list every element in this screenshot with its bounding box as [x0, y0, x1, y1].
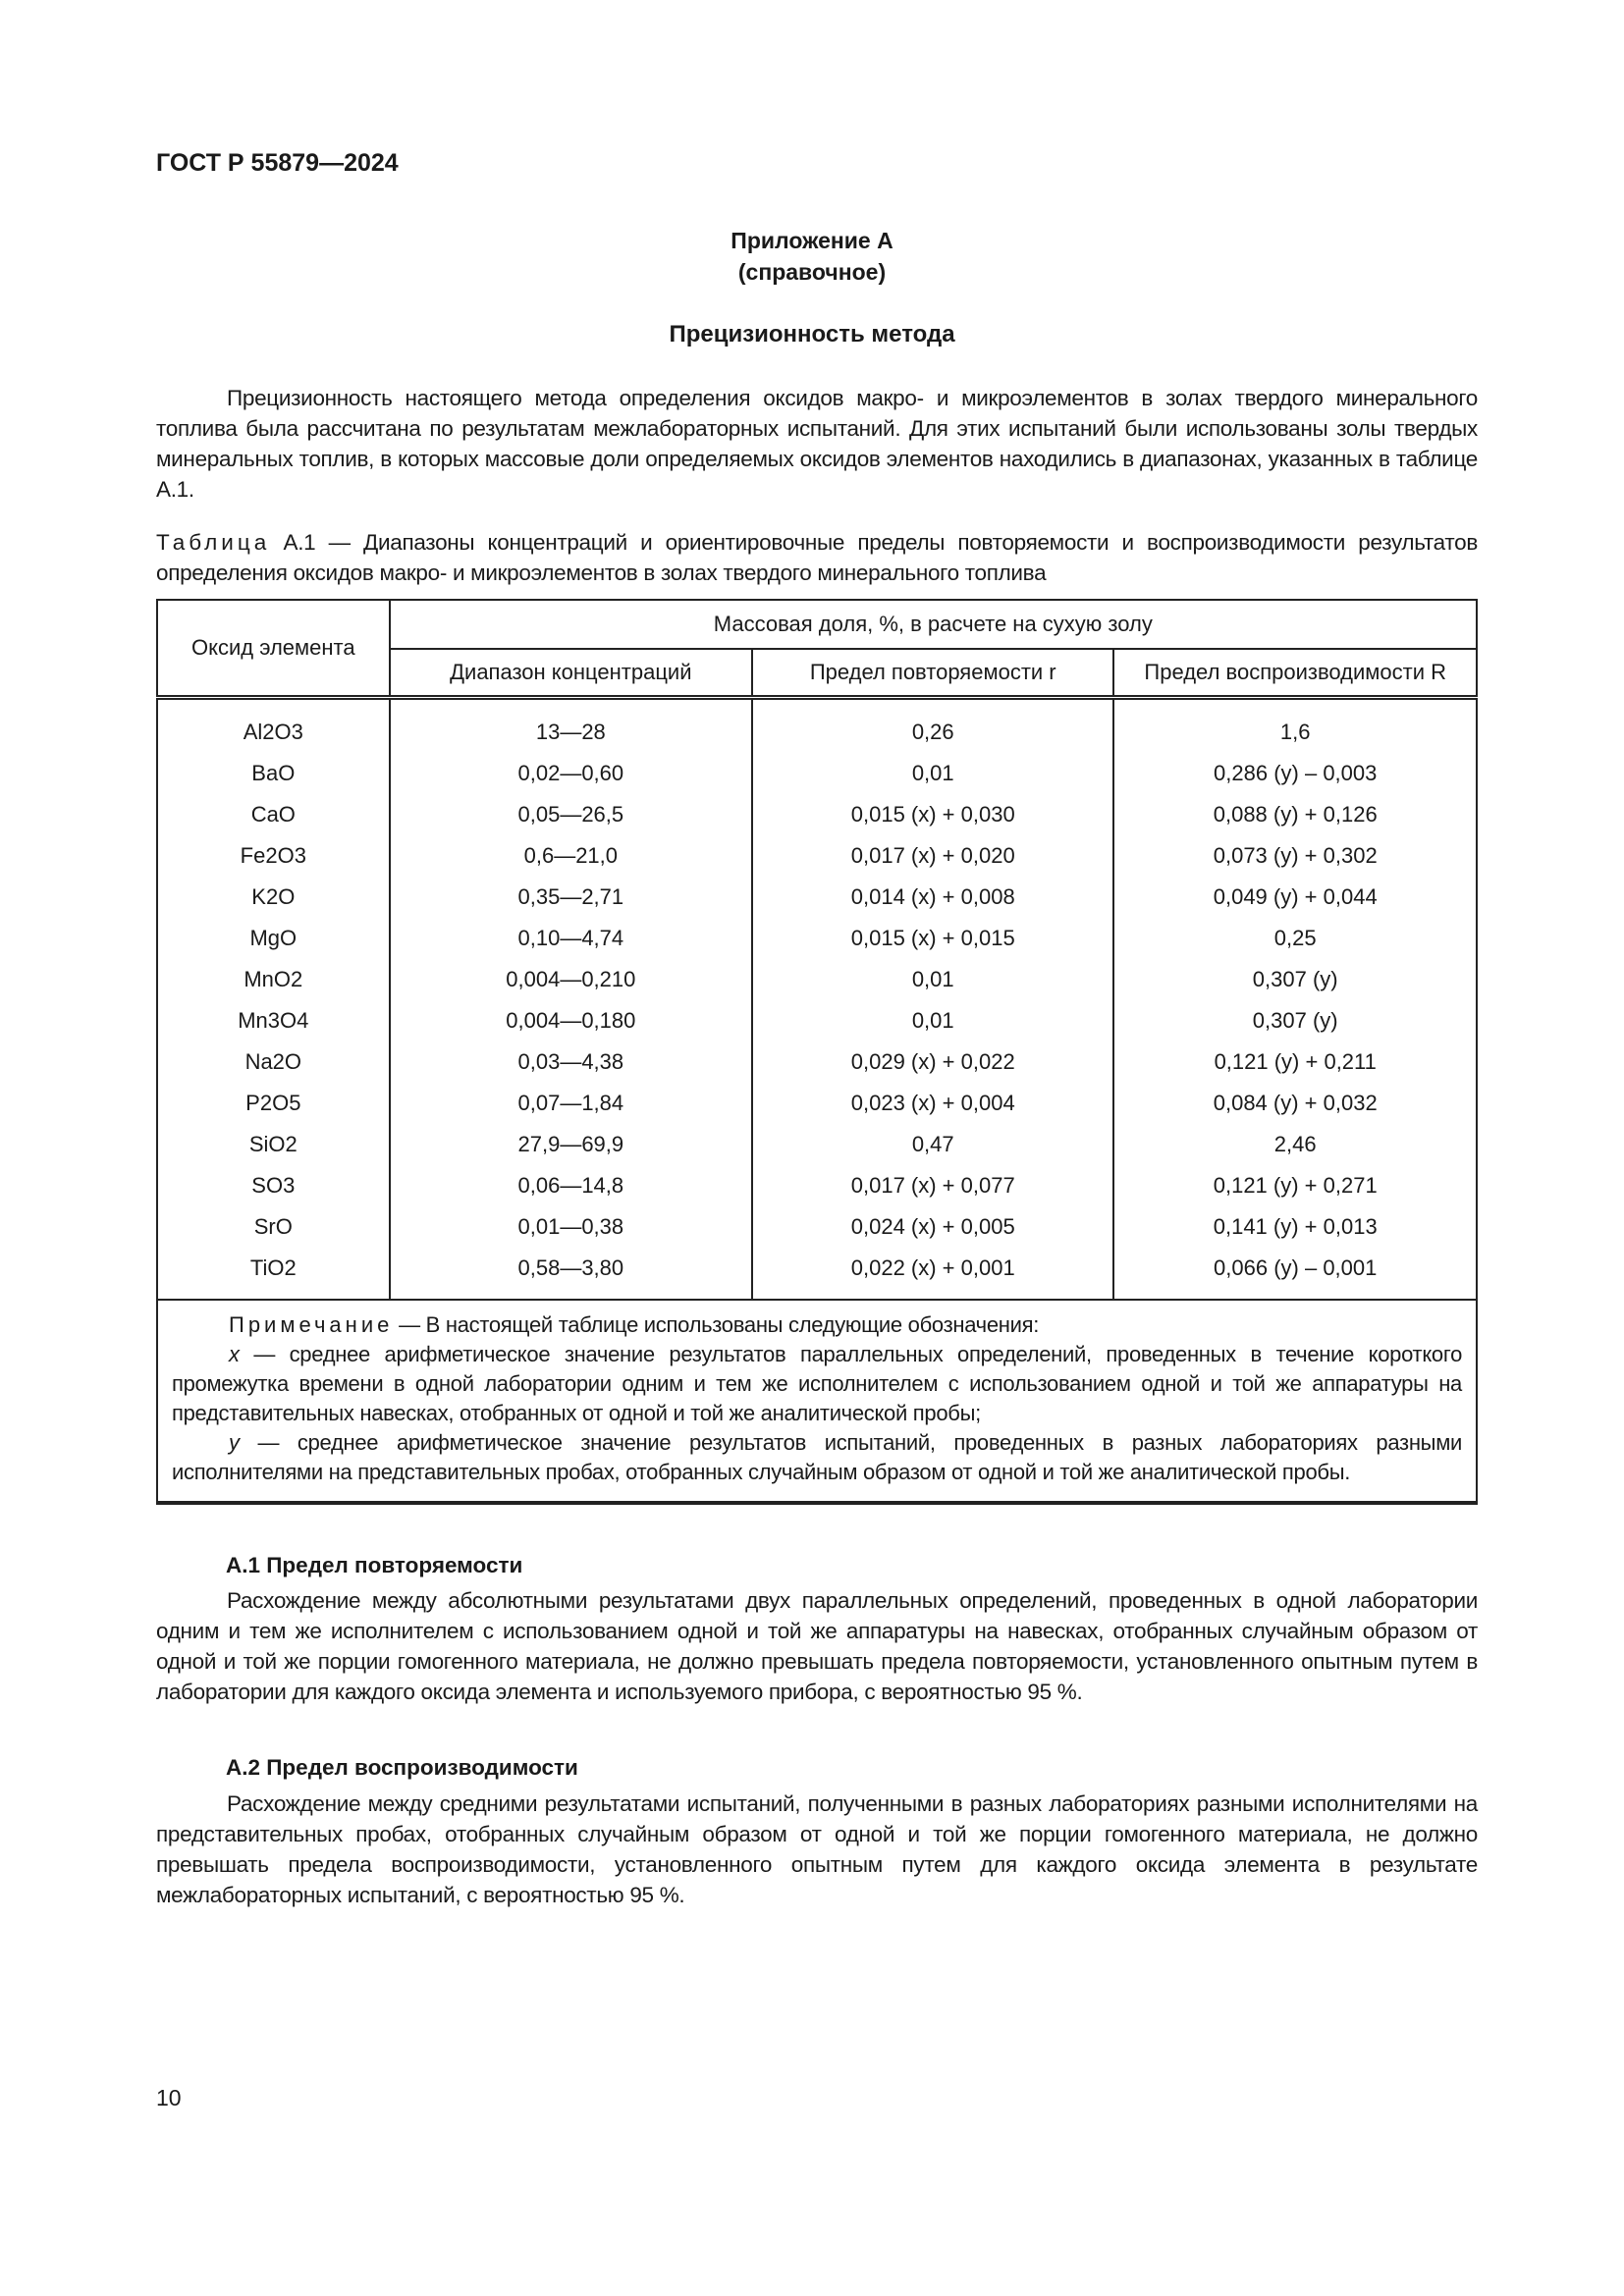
table-row: [157, 698, 1477, 754]
oxide-cell: TiO2: [157, 1248, 390, 1300]
oxide-cell: P2O5: [157, 1083, 390, 1124]
table-row: [157, 794, 1477, 835]
range-cell: 0,02—0,60: [390, 753, 752, 794]
table-row: [157, 1206, 1477, 1248]
oxide-cell: MnO2: [157, 959, 390, 1000]
range-cell: 0,07—1,84: [390, 1083, 752, 1124]
table-note: [157, 1300, 1477, 1503]
range-cell: 0,06—14,8: [390, 1165, 752, 1206]
range-cell: 0,6—21,0: [390, 835, 752, 877]
caption-label: Таблица: [156, 530, 271, 555]
repeatability-cell: 0,023 (x) + 0,004: [752, 1083, 1113, 1124]
table-row: [157, 918, 1477, 959]
range-cell: 0,10—4,74: [390, 918, 752, 959]
oxide-cell: SiO2: [157, 1124, 390, 1165]
section-a1-title: А.1 Предел повторяемости: [226, 1553, 523, 1577]
repeatability-cell: 0,01: [752, 1000, 1113, 1041]
intro-text: Прецизионность настоящего метода определения оксидов макро- и микроэлементов в золах твердого минерального топлива была рассчитана по результатам межлабораторных испытаний. Для этих испытаний были использованы золы твердых минеральных топлив, в которых массовые доли определяемых оксидов элементов находились в диапазонах, указанных в таблице А.1.: [156, 386, 1478, 502]
oxide-cell: K2O: [157, 877, 390, 918]
a1-text: Расхождение между абсолютными результатами двух параллельных определений, проведенных в одной лаборатории одним и тем же исполнителем с использованием одной и той же аппаратуры на навесках, отобранных случайным образом от одной и той же порции гомогенного материала, не должно превышать предела повторяемости, установленного опытным путем в лаборатории для каждого оксида элемента и используемого прибора, с вероятностью 95 %.: [156, 1588, 1478, 1704]
precision-table: [156, 599, 1478, 1505]
oxide-cell: Fe2O3: [157, 835, 390, 877]
table-row: [157, 1124, 1477, 1165]
range-cell: 27,9—69,9: [390, 1124, 752, 1165]
table-row: [157, 753, 1477, 794]
note-x-text: — среднее арифметическое значение результатов параллельных определений, проведенных в течение короткого промежутка времени в одной лаборатории одним и тем же исполнителем с использованием одной и той же аппаратуры на представительных навесках, отобранных от одной и той же аналитической пробы;: [172, 1342, 1463, 1425]
range-cell: 0,05—26,5: [390, 794, 752, 835]
oxide-cell: Na2O: [157, 1041, 390, 1083]
caption-text: А.1 — Диапазоны концентраций и ориентировочные пределы повторяемости и воспроизводимости результатов определения оксидов макро- и микроэлементов в золах твердого минерального топлива: [156, 530, 1478, 585]
table-row: [157, 877, 1477, 918]
col-group-header: Массовая доля, %, в расчете на сухую золу: [390, 600, 1477, 649]
oxide-cell: MgO: [157, 918, 390, 959]
note-y-symbol: y: [229, 1430, 240, 1455]
section-heading: Прецизионность метода: [669, 321, 955, 347]
col-reproducibility-header: Предел воспроизводимости R: [1113, 649, 1477, 698]
range-cell: 0,35—2,71: [390, 877, 752, 918]
repeatability-cell: 0,029 (x) + 0,022: [752, 1041, 1113, 1083]
range-cell: 0,004—0,180: [390, 1000, 752, 1041]
range-cell: 0,004—0,210: [390, 959, 752, 1000]
table-caption: [156, 527, 1478, 588]
page-number: 10: [156, 2085, 182, 2110]
repeatability-cell: 0,015 (x) + 0,030: [752, 794, 1113, 835]
range-cell: 0,03—4,38: [390, 1041, 752, 1083]
repeatability-cell: 0,015 (x) + 0,015: [752, 918, 1113, 959]
reproducibility-cell: 0,088 (y) + 0,126: [1113, 794, 1477, 835]
oxide-cell: BaO: [157, 753, 390, 794]
intro-paragraph: [156, 383, 1478, 505]
col-repeatability-header: Предел повторяемости r: [752, 649, 1113, 698]
repeatability-cell: 0,014 (x) + 0,008: [752, 877, 1113, 918]
table-row: [157, 1248, 1477, 1300]
note-intro: — В настоящей таблице использованы следующие обозначения:: [399, 1312, 1040, 1337]
reproducibility-cell: 0,066 (y) – 0,001: [1113, 1248, 1477, 1300]
appendix-subtitle: (справочное): [737, 259, 887, 285]
section-a1-text: [156, 1585, 1478, 1707]
repeatability-cell: 0,47: [752, 1124, 1113, 1165]
note-x-symbol: x: [229, 1342, 240, 1366]
reproducibility-cell: 1,6: [1113, 698, 1477, 754]
reproducibility-cell: 0,141 (y) + 0,013: [1113, 1206, 1477, 1248]
a2-text: Расхождение между средними результатами испытаний, полученными в разных лабораториях разными исполнителями на представительных пробах, отобранных случайным образом от одной и той же порции гомогенного материала, не должно превышать предела воспроизводимости, установленного опытным путем для каждого оксида элемента в результате межлабораторных испытаний, с вероятностью 95 %.: [156, 1791, 1478, 1907]
table-row: [157, 1000, 1477, 1041]
range-cell: 0,01—0,38: [390, 1206, 752, 1248]
section-a2-text: [156, 1789, 1478, 1910]
oxide-cell: Mn3O4: [157, 1000, 390, 1041]
range-cell: 0,58—3,80: [390, 1248, 752, 1300]
oxide-cell: CaO: [157, 794, 390, 835]
table-row: [157, 1165, 1477, 1206]
oxide-cell: SrO: [157, 1206, 390, 1248]
reproducibility-cell: 0,049 (y) + 0,044: [1113, 877, 1477, 918]
reproducibility-cell: 0,084 (y) + 0,032: [1113, 1083, 1477, 1124]
range-cell: 13—28: [390, 698, 752, 754]
repeatability-cell: 0,017 (x) + 0,020: [752, 835, 1113, 877]
reproducibility-cell: 2,46: [1113, 1124, 1477, 1165]
section-a2-title: А.2 Предел воспроизводимости: [226, 1755, 578, 1780]
col-oxide-header: Оксид элемента: [157, 600, 390, 698]
reproducibility-cell: 0,121 (y) + 0,271: [1113, 1165, 1477, 1206]
oxide-cell: SO3: [157, 1165, 390, 1206]
appendix-title: Приложение А: [731, 228, 893, 253]
note-y-text: — среднее арифметическое значение результатов испытаний, проведенных в разных лабораториях разными исполнителями на представительных пробах, отобранных случайным образом от одной и той же аналитической пробы.: [172, 1430, 1463, 1484]
oxide-cell: Al2O3: [157, 698, 390, 754]
reproducibility-cell: 0,25: [1113, 918, 1477, 959]
col-range-header: Диапазон концентраций: [390, 649, 752, 698]
reproducibility-cell: 0,307 (y): [1113, 959, 1477, 1000]
table-row: [157, 835, 1477, 877]
table-row: [157, 1083, 1477, 1124]
repeatability-cell: 0,017 (x) + 0,077: [752, 1165, 1113, 1206]
reproducibility-cell: 0,121 (y) + 0,211: [1113, 1041, 1477, 1083]
repeatability-cell: 0,01: [752, 753, 1113, 794]
repeatability-cell: 0,26: [752, 698, 1113, 754]
document-header: ГОСТ Р 55879—2024: [156, 149, 399, 177]
repeatability-cell: 0,01: [752, 959, 1113, 1000]
note-label: Примечание: [229, 1312, 394, 1337]
table-row: [157, 959, 1477, 1000]
reproducibility-cell: 0,073 (y) + 0,302: [1113, 835, 1477, 877]
repeatability-cell: 0,024 (x) + 0,005: [752, 1206, 1113, 1248]
reproducibility-cell: 0,286 (y) – 0,003: [1113, 753, 1477, 794]
reproducibility-cell: 0,307 (y): [1113, 1000, 1477, 1041]
table-row: [157, 1041, 1477, 1083]
repeatability-cell: 0,022 (x) + 0,001: [752, 1248, 1113, 1300]
